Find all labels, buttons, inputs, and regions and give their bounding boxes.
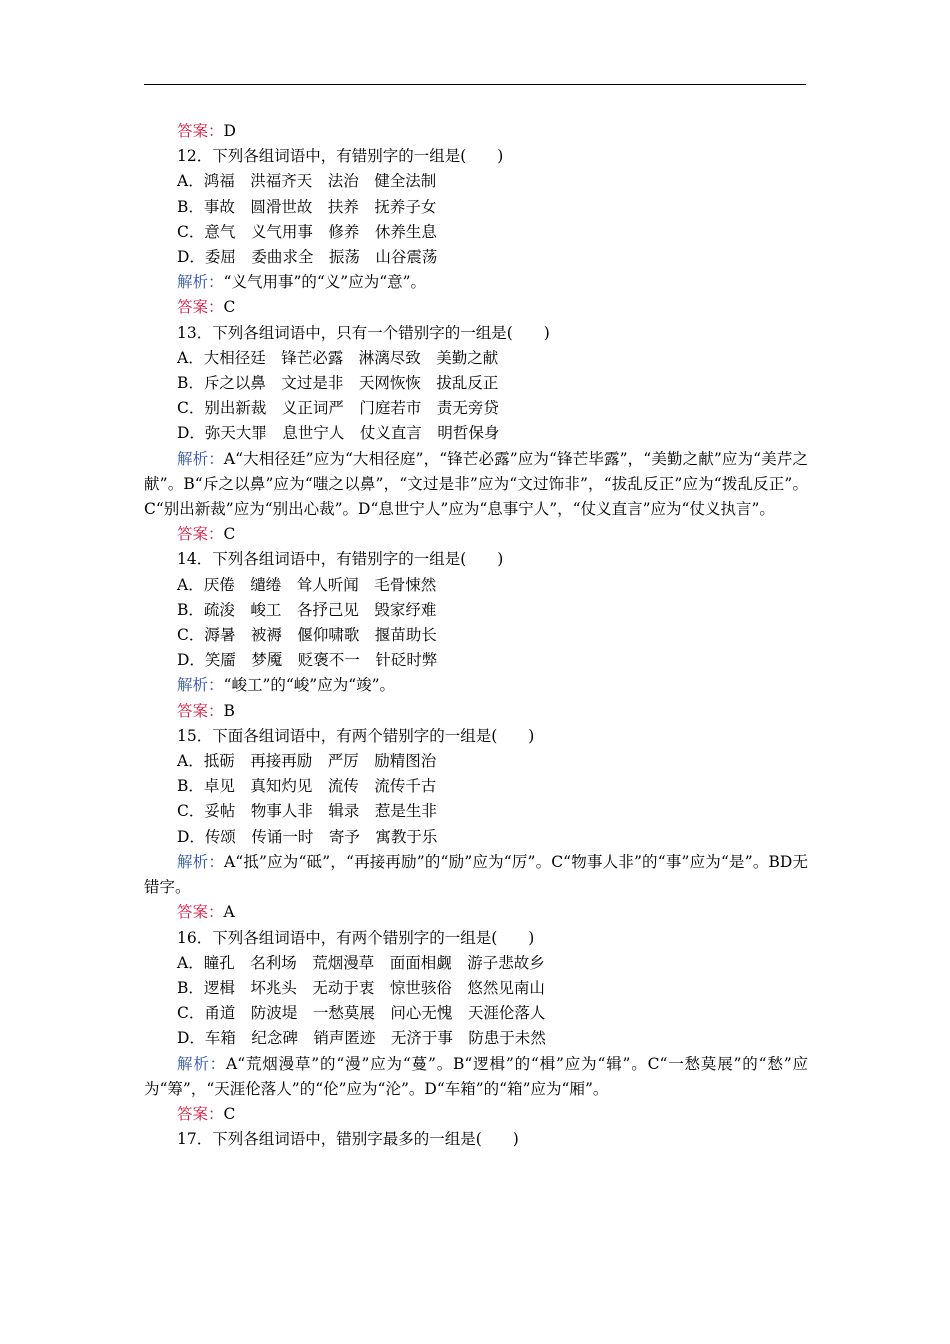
answer-line-11	[144, 119, 808, 144]
question-stem-17: 17．下列各组词语中，错别字最多的一组是( )	[177, 1130, 519, 1149]
answer-label: 答案：	[177, 701, 224, 720]
option-a: A．鸿福 洪福齐天 法治 健全法制	[177, 172, 437, 191]
option-d: D．委屈 委曲求全 振荡 山谷震荡	[177, 248, 438, 267]
explain-label: 解析：	[177, 1054, 226, 1073]
option-a: A．抵砺 再接再励 严厉 励精图治	[177, 752, 437, 771]
option-d: D．车箱 纪念碑 销声匿迹 无济于事 防患于未然	[177, 1029, 546, 1048]
option-c: C．溽暑 被褥 偃仰啸歌 揠苗助长	[177, 626, 437, 645]
answer-label: 答案：	[177, 903, 224, 922]
answer-line-15	[144, 900, 808, 925]
answer-label: 答案：	[177, 122, 224, 140]
option-b: B．逻楫 坏兆头 无动于衷 惊世骇俗 悠然见南山	[177, 978, 545, 997]
explanation-13	[144, 447, 808, 523]
question-stem-16: 16．下列各组词语中，有两个错别字的一组是( )	[177, 928, 535, 947]
question-stem-13: 13．下列各组词语中，只有一个错别字的一组是( )	[177, 323, 550, 342]
option-a: A．大相径廷 锋芒必露 淋漓尽致 美勤之献	[177, 348, 499, 367]
option-b: B．事故 圆滑世故 扶养 抚养子女	[177, 197, 437, 216]
option-a: A．瞳孔 名利场 荒烟漫草 面面相觑 游子悲故乡	[177, 953, 545, 972]
explanation-text: A“荒烟漫草”的“漫”应为“蔓”。B“逻楫”的“楫”应为“辑”。C“一愁莫展”的“愁”应为“筹”，“天涯伦落人”的“伦”应为“沦”。D“车箱”的“箱”应为“厢”。	[144, 1054, 808, 1098]
answer-line-14	[144, 699, 808, 724]
answer-value: C	[223, 298, 236, 317]
explain-label: 解析：	[177, 676, 224, 695]
answer-label: 答案：	[177, 525, 224, 544]
answer-value: C	[223, 1104, 236, 1123]
answer-line-16	[144, 1102, 808, 1127]
answer-value: C	[223, 525, 236, 544]
option-c: C．意气 义气用事 修养 休养生息	[177, 222, 437, 241]
explain-label: 解析：	[177, 449, 224, 468]
question-stem-12: 12．下列各组词语中，有错别字的一组是( )	[177, 147, 504, 166]
explanation-15	[144, 850, 808, 900]
answer-label: 答案：	[177, 298, 224, 317]
answer-value: A	[223, 903, 235, 922]
explanation-text: “义气用事”的“义”应为“意”。	[223, 273, 427, 292]
page-content	[144, 119, 808, 1152]
answer-line-12	[144, 295, 808, 320]
explain-label: 解析：	[177, 273, 224, 292]
explanation-14	[144, 673, 808, 698]
answer-value: B	[223, 701, 235, 720]
option-a: A．厌倦 缱绻 耸人听闻 毛骨悚然	[177, 575, 437, 594]
explanation-text: A“大相径廷”应为“大相径庭”，“锋芒必露”应为“锋芒毕露”，“美勤之献”应为“美芹之献”。B“斥之以鼻”应为“嗤之以鼻”，“文过是非”应为“文过饰非”，“拔乱反正”应为“拨乱反正”。C“别出新裁”应为“别出心裁”。D“息世宁人”应为“息事宁人”，“仗义直言”应为“仗义执言”。	[144, 449, 808, 519]
answer-line-13	[144, 522, 808, 547]
option-c: C．别出新裁 义正词严 门庭若市 责无旁贷	[177, 399, 499, 418]
header-rule	[144, 84, 806, 85]
option-b: B．疏浚 峻工 各抒己见 毁家纾难	[177, 600, 437, 619]
explanation-text: “峻工”的“峻”应为“竣”。	[223, 676, 396, 695]
option-c: C．甬道 防波堤 一愁莫展 问心无愧 天涯伦落人	[177, 1004, 546, 1023]
explanation-text: A“抵”应为“砥”，“再接再励”的“励”应为“厉”。C“物事人非”的“事”应为“是”。BD无错字。	[144, 852, 808, 897]
option-d: D．传颂 传诵一时 寄予 寓教于乐	[177, 827, 438, 846]
option-c: C．妥帖 物事人非 辑录 惹是生非	[177, 802, 437, 821]
question-stem-14: 14．下列各组词语中，有错别字的一组是( )	[177, 550, 504, 569]
question-stem-15: 15．下面各组词语中，有两个错别字的一组是( )	[177, 726, 535, 745]
explain-label: 解析：	[177, 852, 225, 871]
answer-label: 答案：	[177, 1104, 224, 1123]
option-d: D．笑靥 梦魇 贬褒不一 针砭时弊	[177, 651, 438, 670]
explanation-16	[144, 1052, 808, 1102]
answer-value: D	[223, 122, 236, 140]
option-b: B．卓见 真知灼见 流传 流传千古	[177, 777, 437, 796]
option-d: D．弥天大罪 息世宁人 仗义直言 明哲保身	[177, 424, 500, 443]
explanation-12	[144, 270, 808, 295]
option-b: B．斥之以鼻 文过是非 天网恢恢 拔乱反正	[177, 374, 499, 393]
